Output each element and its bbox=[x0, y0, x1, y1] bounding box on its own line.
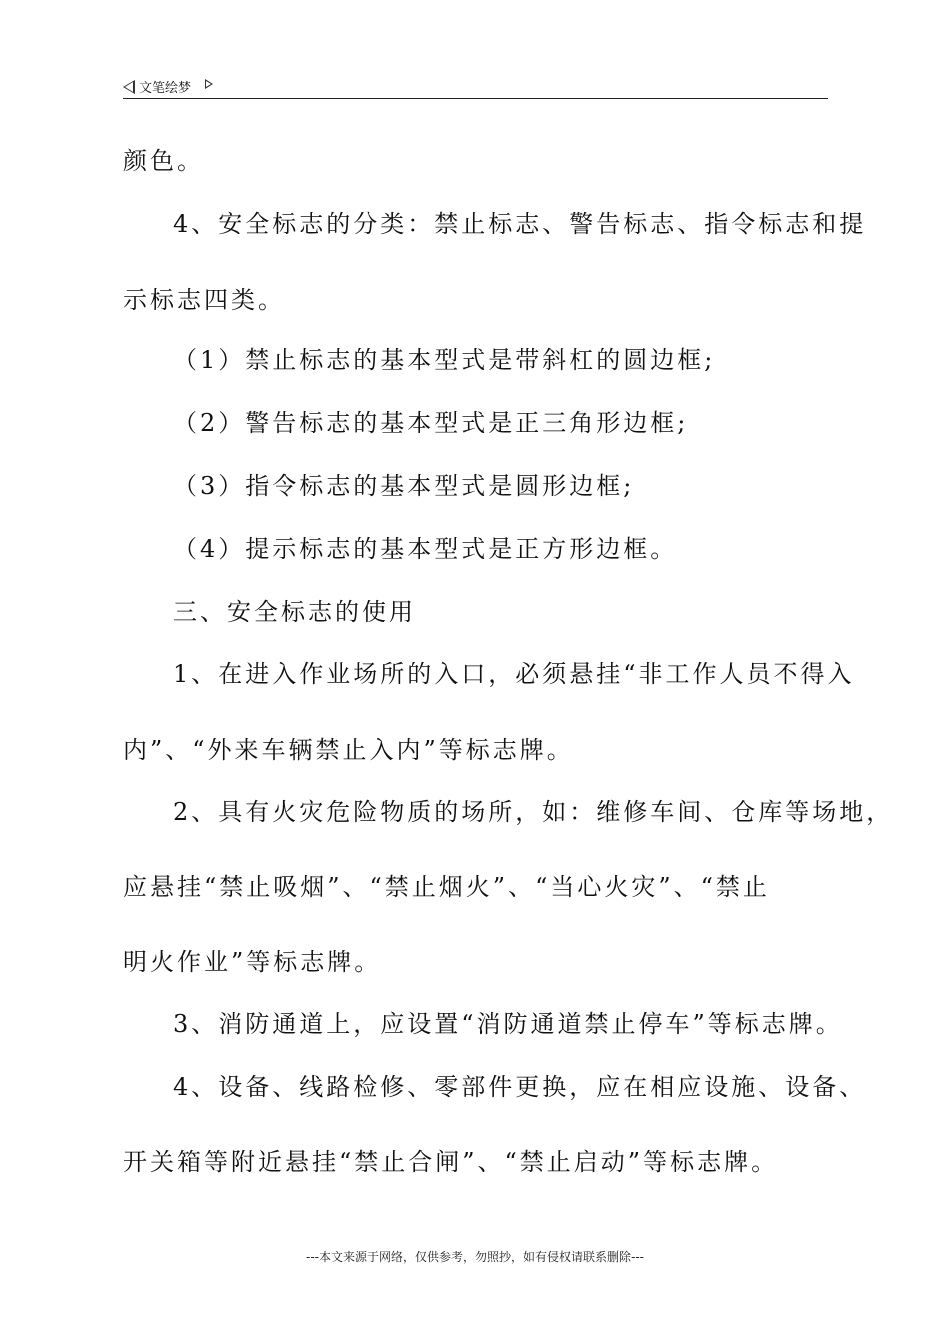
body-line: 3、消防通道上，应设置“消防通道禁止停车”等标志牌。 bbox=[173, 1010, 843, 1038]
body-line: 1、在进入作业场所的入口，必须悬挂“非工作人员不得入 bbox=[173, 660, 855, 688]
triangle-right-icon bbox=[205, 79, 213, 89]
page-header bbox=[123, 74, 828, 99]
body-line: 开关箱等附近悬挂“禁止合闸”、“禁止启动”等标志牌。 bbox=[123, 1148, 779, 1176]
body-line: （2）警告标志的基本型式是正三角形边框; bbox=[173, 409, 689, 437]
section-heading: 三、安全标志的使用 bbox=[173, 598, 416, 626]
body-line: 示标志四类。 bbox=[123, 286, 285, 314]
body-line: （1）禁止标志的基本型式是带斜杠的圆边框; bbox=[173, 346, 716, 374]
body-line: 4、安全标志的分类：禁止标志、警告标志、指令标志和提 bbox=[173, 210, 867, 238]
footer-disclaimer: ---本文来源于网络，仅供参考，勿照抄，如有侵权请联系删除--- bbox=[306, 1250, 644, 1264]
body-line: 4、设备、线路检修、零部件更换，应在相应设施、设备、 bbox=[173, 1073, 867, 1101]
header-title: 文笔绘梦 bbox=[139, 81, 192, 96]
body-line: 明火作业”等标志牌。 bbox=[123, 948, 382, 976]
body-line: 颜色。 bbox=[123, 147, 204, 175]
body-line: 内”、“外来车辆禁止入内”等标志牌。 bbox=[123, 736, 574, 764]
body-line: （4）提示标志的基本型式是正方形边框。 bbox=[173, 535, 678, 563]
body-line: 应悬挂“禁止吸烟”、“禁止烟火”、“当心火灾”、“禁止 bbox=[123, 873, 770, 901]
header-title-group bbox=[123, 77, 213, 96]
body-line: （3）指令标志的基本型式是圆形边框; bbox=[173, 472, 635, 500]
body-line: 2、具有火灾危险物质的场所，如：维修车间、仓库等场地， bbox=[173, 798, 894, 826]
triangle-left-icon bbox=[123, 80, 135, 94]
